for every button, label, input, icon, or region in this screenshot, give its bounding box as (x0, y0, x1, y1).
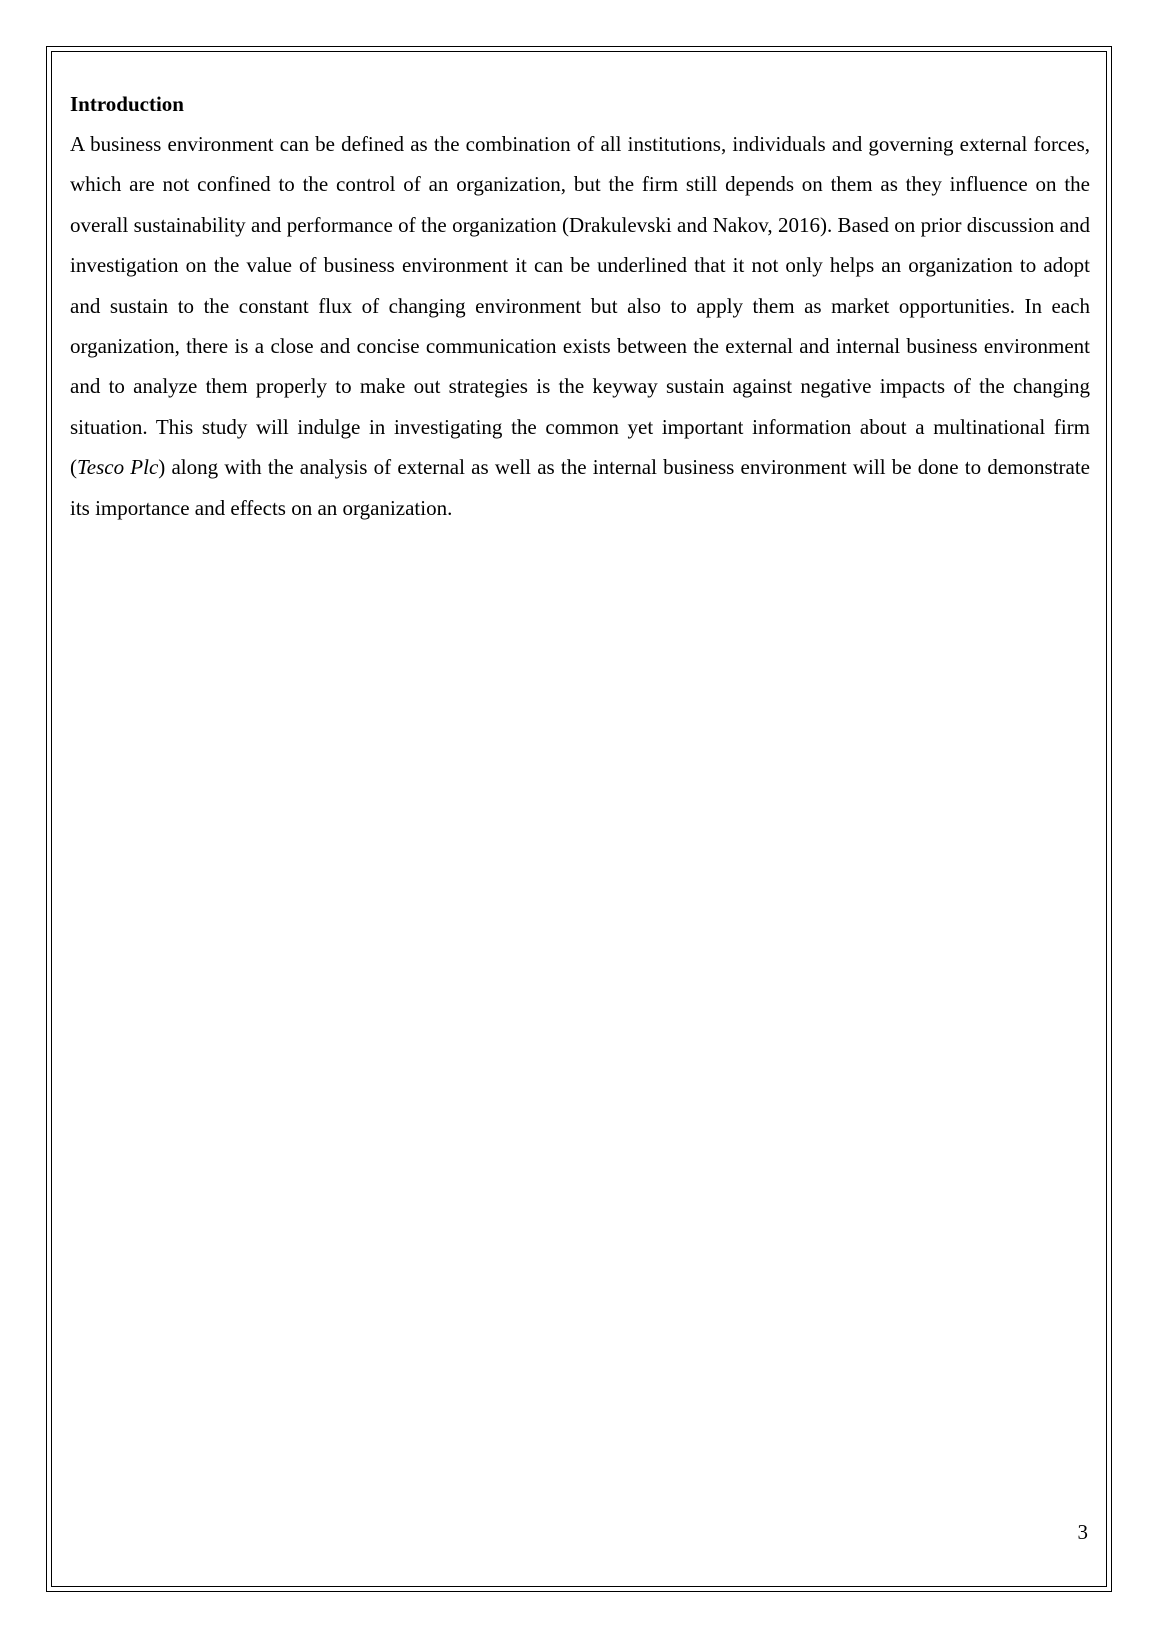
page-content (70, 90, 1090, 528)
page-number: 3 (1077, 1520, 1088, 1544)
paragraph-text-2: ) along with the analysis of external as well as the internal business environment will be done to demonstrate its importance and effects on an organization. (70, 455, 1090, 520)
paragraph-text-1: A business environment can be defined as the combination of all institutions, individuals and governing external forces, which are not confined to the control of an organization, but the firm still depends on them as they influence on the overall sustainability and performance of the organization (Drakulevski and Nakov, 2016). Based on prior discussion and investigation on the value of business environment it can be underlined that it not only helps an organization to adopt and sustain to the constant flux of changing environment but also to apply them as market opportunities. In each organization, there is a close and concise communication exists between the external and internal business environment and to analyze them properly to make out strategies is the keyway sustain against negative impacts of the changing situation. This study will indulge in investigating the common yet important information about a multinational firm ( (70, 132, 1090, 480)
section-heading: Introduction (70, 92, 184, 116)
intro-paragraph (70, 124, 1090, 528)
company-name: Tesco Plc (77, 455, 159, 480)
